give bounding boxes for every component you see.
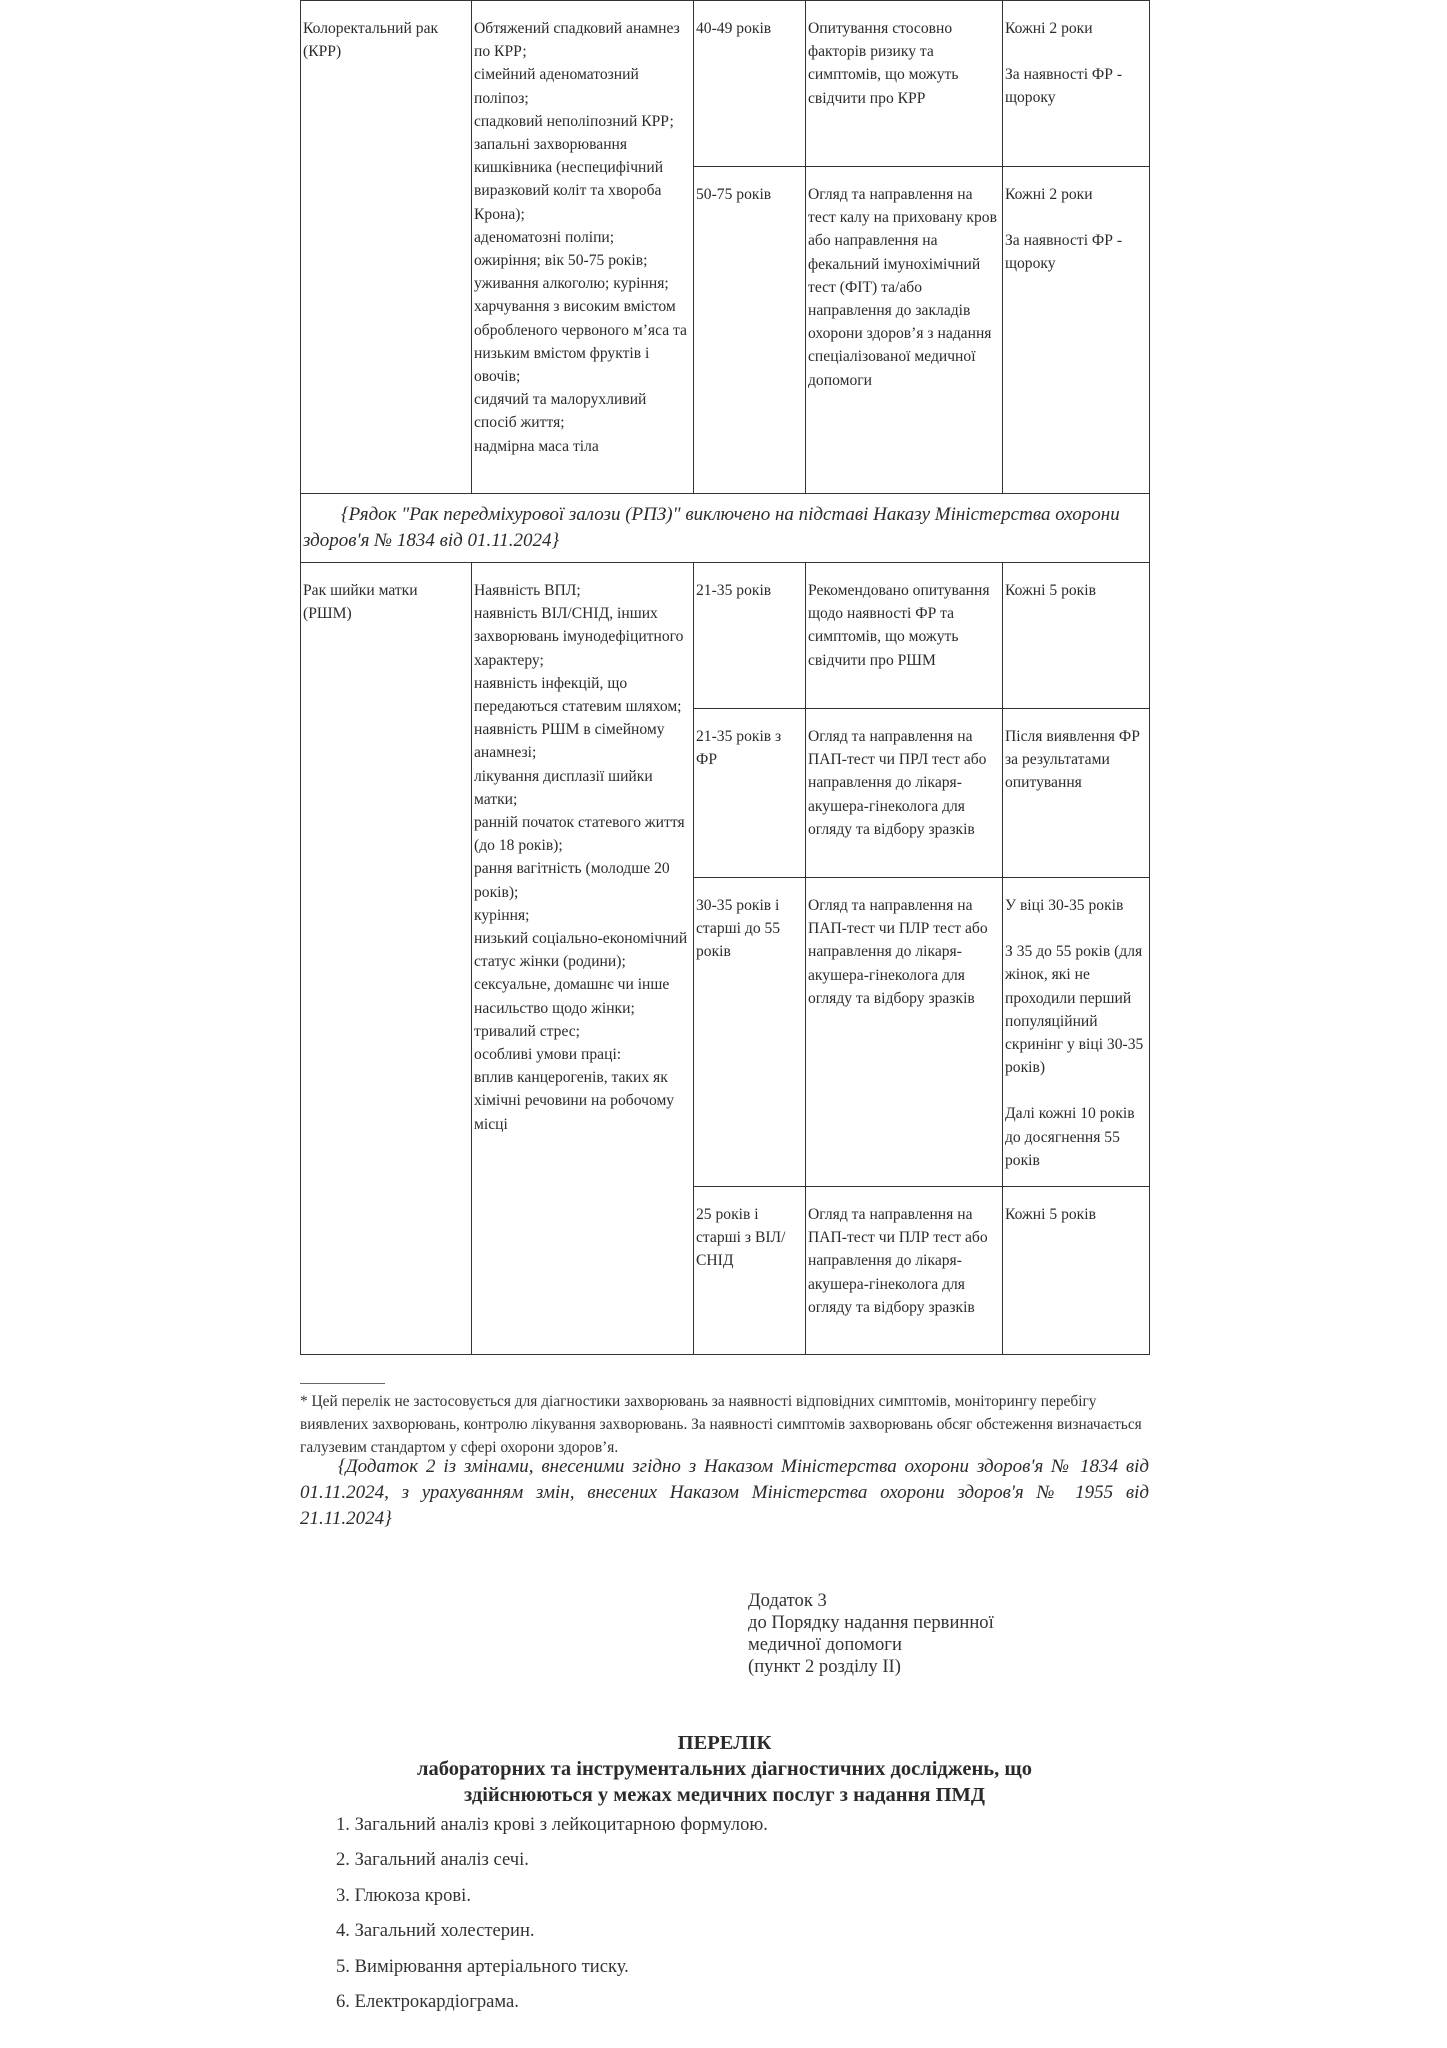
footnote: * Цей перелік не застосовується для діагностики захворювань за наявності відповідних симптомів, моніторингу перебігу виявлених захворювань, контролю лікування захворювань. За наявності симптомів захворювань обсяг обстеження визначається галузевим стандартом у сфері охорони здоров’я. xyxy=(300,1393,1142,1456)
frequency-cell: Кожні 5 років xyxy=(1003,1187,1150,1355)
disease-cell: Рак шийки матки (РШМ) xyxy=(301,563,472,1355)
amendment-note: {Додаток 2 із змінами, внесеними згідно з Наказом Міністерства охорони здоров'я № 1834 від 01.11.2024, з урахуванням змін, внесених Наказом Міністерства охорони здоров'я № 1955 від 21.11.2024} xyxy=(300,1456,1149,1529)
list-item: 2. Загальний аналіз сечі. xyxy=(336,1849,529,1871)
frequency-cell: У віці 30-35 років З 35 до 55 років (для жінок, які не проходили перший популяційний скринінг у віці 30-35 років) Далі кожні 10 років до досягнення 55 років xyxy=(1003,878,1150,1187)
action-cell: Опитування стосовно факторів ризику та симптомів, що можуть свідчити про КРР xyxy=(806,1,1003,167)
table-row xyxy=(301,1,1150,167)
action-cell: Огляд та направлення на ПАП-тест чи ПРЛ тест або направлення до лікаря-акушера-гінеколога для огляду та відбору зразків xyxy=(806,709,1003,878)
age-cell: 21-35 років з ФР xyxy=(694,709,806,878)
action-cell: Огляд та направлення на ПАП-тест чи ПЛР тест або направлення до лікаря-акушера-гінеколога для огляду та відбору зразків xyxy=(806,878,1003,1187)
table-row xyxy=(301,494,1150,563)
annex-header xyxy=(748,1590,1068,1678)
frequency-cell: Кожні 2 роки За наявності ФР - щороку xyxy=(1003,1,1150,167)
list-item: 6. Електрокардіограма. xyxy=(336,1990,519,2012)
screening-table xyxy=(300,0,1150,1355)
age-cell: 21-35 років xyxy=(694,563,806,709)
title-heading: ПЕРЕЛІК xyxy=(677,1732,772,1754)
list-item: 4. Загальний холестерин. xyxy=(336,1920,535,1942)
footnote-divider xyxy=(300,1383,385,1384)
annex-line: до Порядку надання первинної xyxy=(748,1612,994,1633)
action-cell: Рекомендовано опитування щодо наявності ФР та симптомів, що можуть свідчити про РШМ xyxy=(806,563,1003,709)
document-title xyxy=(300,1730,1149,1808)
disease-cell: Колоректальний рак (КРР) xyxy=(301,1,472,494)
risk-factors-cell: Наявність ВПЛ; наявність ВІЛ/СНІД, інших захворювань імунодефіцитного характеру; наявність інфекцій, що передаються статевим шляхом; наявність РШМ в сімейному анамнезі; лікування дисплазії шийки матки; ранній початок статевого життя (до 18 років); рання вагітність (молодше 20 років); куріння; низький соціально-економічний статус жінки (родини); сексуальне, домашнє чи інше насильство щодо жінки; тривалий стрес; особливі умови праці: вплив канцерогенів, таких як хімічні речовини на робочому місці xyxy=(472,563,694,1355)
annex-number: Додаток 3 xyxy=(748,1590,827,1611)
diagnostics-list xyxy=(336,1814,1136,2026)
frequency-cell: Після виявлення ФР за результатами опитування xyxy=(1003,709,1150,878)
age-cell: 30-35 років і старші до 55 років xyxy=(694,878,806,1187)
title-subheading: здійснюються у межах медичних послуг з надання ПМД xyxy=(463,1784,986,1806)
title-subheading: лабораторних та інструментальних діагностичних досліджень, що xyxy=(417,1758,1032,1780)
frequency-cell: Кожні 2 роки За наявності ФР - щороку xyxy=(1003,167,1150,494)
risk-factors-cell: Обтяжений спадковий анамнез по КРР; сімейний аденоматозний поліпоз; спадковий неполіпозний КРР; запальні захворювання кишківника (неспецифічний виразковий коліт та хвороба Крона); аденоматозні поліпи; ожиріння; вік 50-75 років; уживання алкоголю; куріння; харчування з високим вмістом обробленого червоного м’яса та низьким вмістом фруктів і овочів; сидячий та малорухливий спосіб життя; надмірна маса тіла xyxy=(472,1,694,494)
frequency-cell: Кожні 5 років xyxy=(1003,563,1150,709)
action-cell: Огляд та направлення на ПАП-тест чи ПЛР тест або направлення до лікаря-акушера-гінеколога для огляду та відбору зразків xyxy=(806,1187,1003,1355)
annex-line: (пункт 2 розділу ІІ) xyxy=(748,1656,901,1677)
age-cell: 25 років і старші з ВІЛ/СНІД xyxy=(694,1187,806,1355)
table-row xyxy=(301,563,1150,709)
age-cell: 40-49 років xyxy=(694,1,806,167)
age-cell: 50-75 років xyxy=(694,167,806,494)
list-item: 1. Загальний аналіз крові з лейкоцитарною формулою. xyxy=(336,1814,768,1835)
action-cell: Огляд та направлення на тест калу на приховану кров або направлення на фекальний імунохімічний тест (ФІТ) та/або направлення до закладів охорони здоров’я з надання спеціалізованої медичної допомоги xyxy=(806,167,1003,494)
excluded-row-note: {Рядок "Рак передміхурової залози (РПЗ)" виключено на підставі Наказу Міністерства охорони здоров'я № 1834 від 01.11.2024} xyxy=(301,494,1150,563)
list-item: 3. Глюкоза крові. xyxy=(336,1884,471,1906)
list-item: 5. Вимірювання артеріального тиску. xyxy=(336,1955,629,1977)
annex-line: медичної допомоги xyxy=(748,1634,902,1655)
